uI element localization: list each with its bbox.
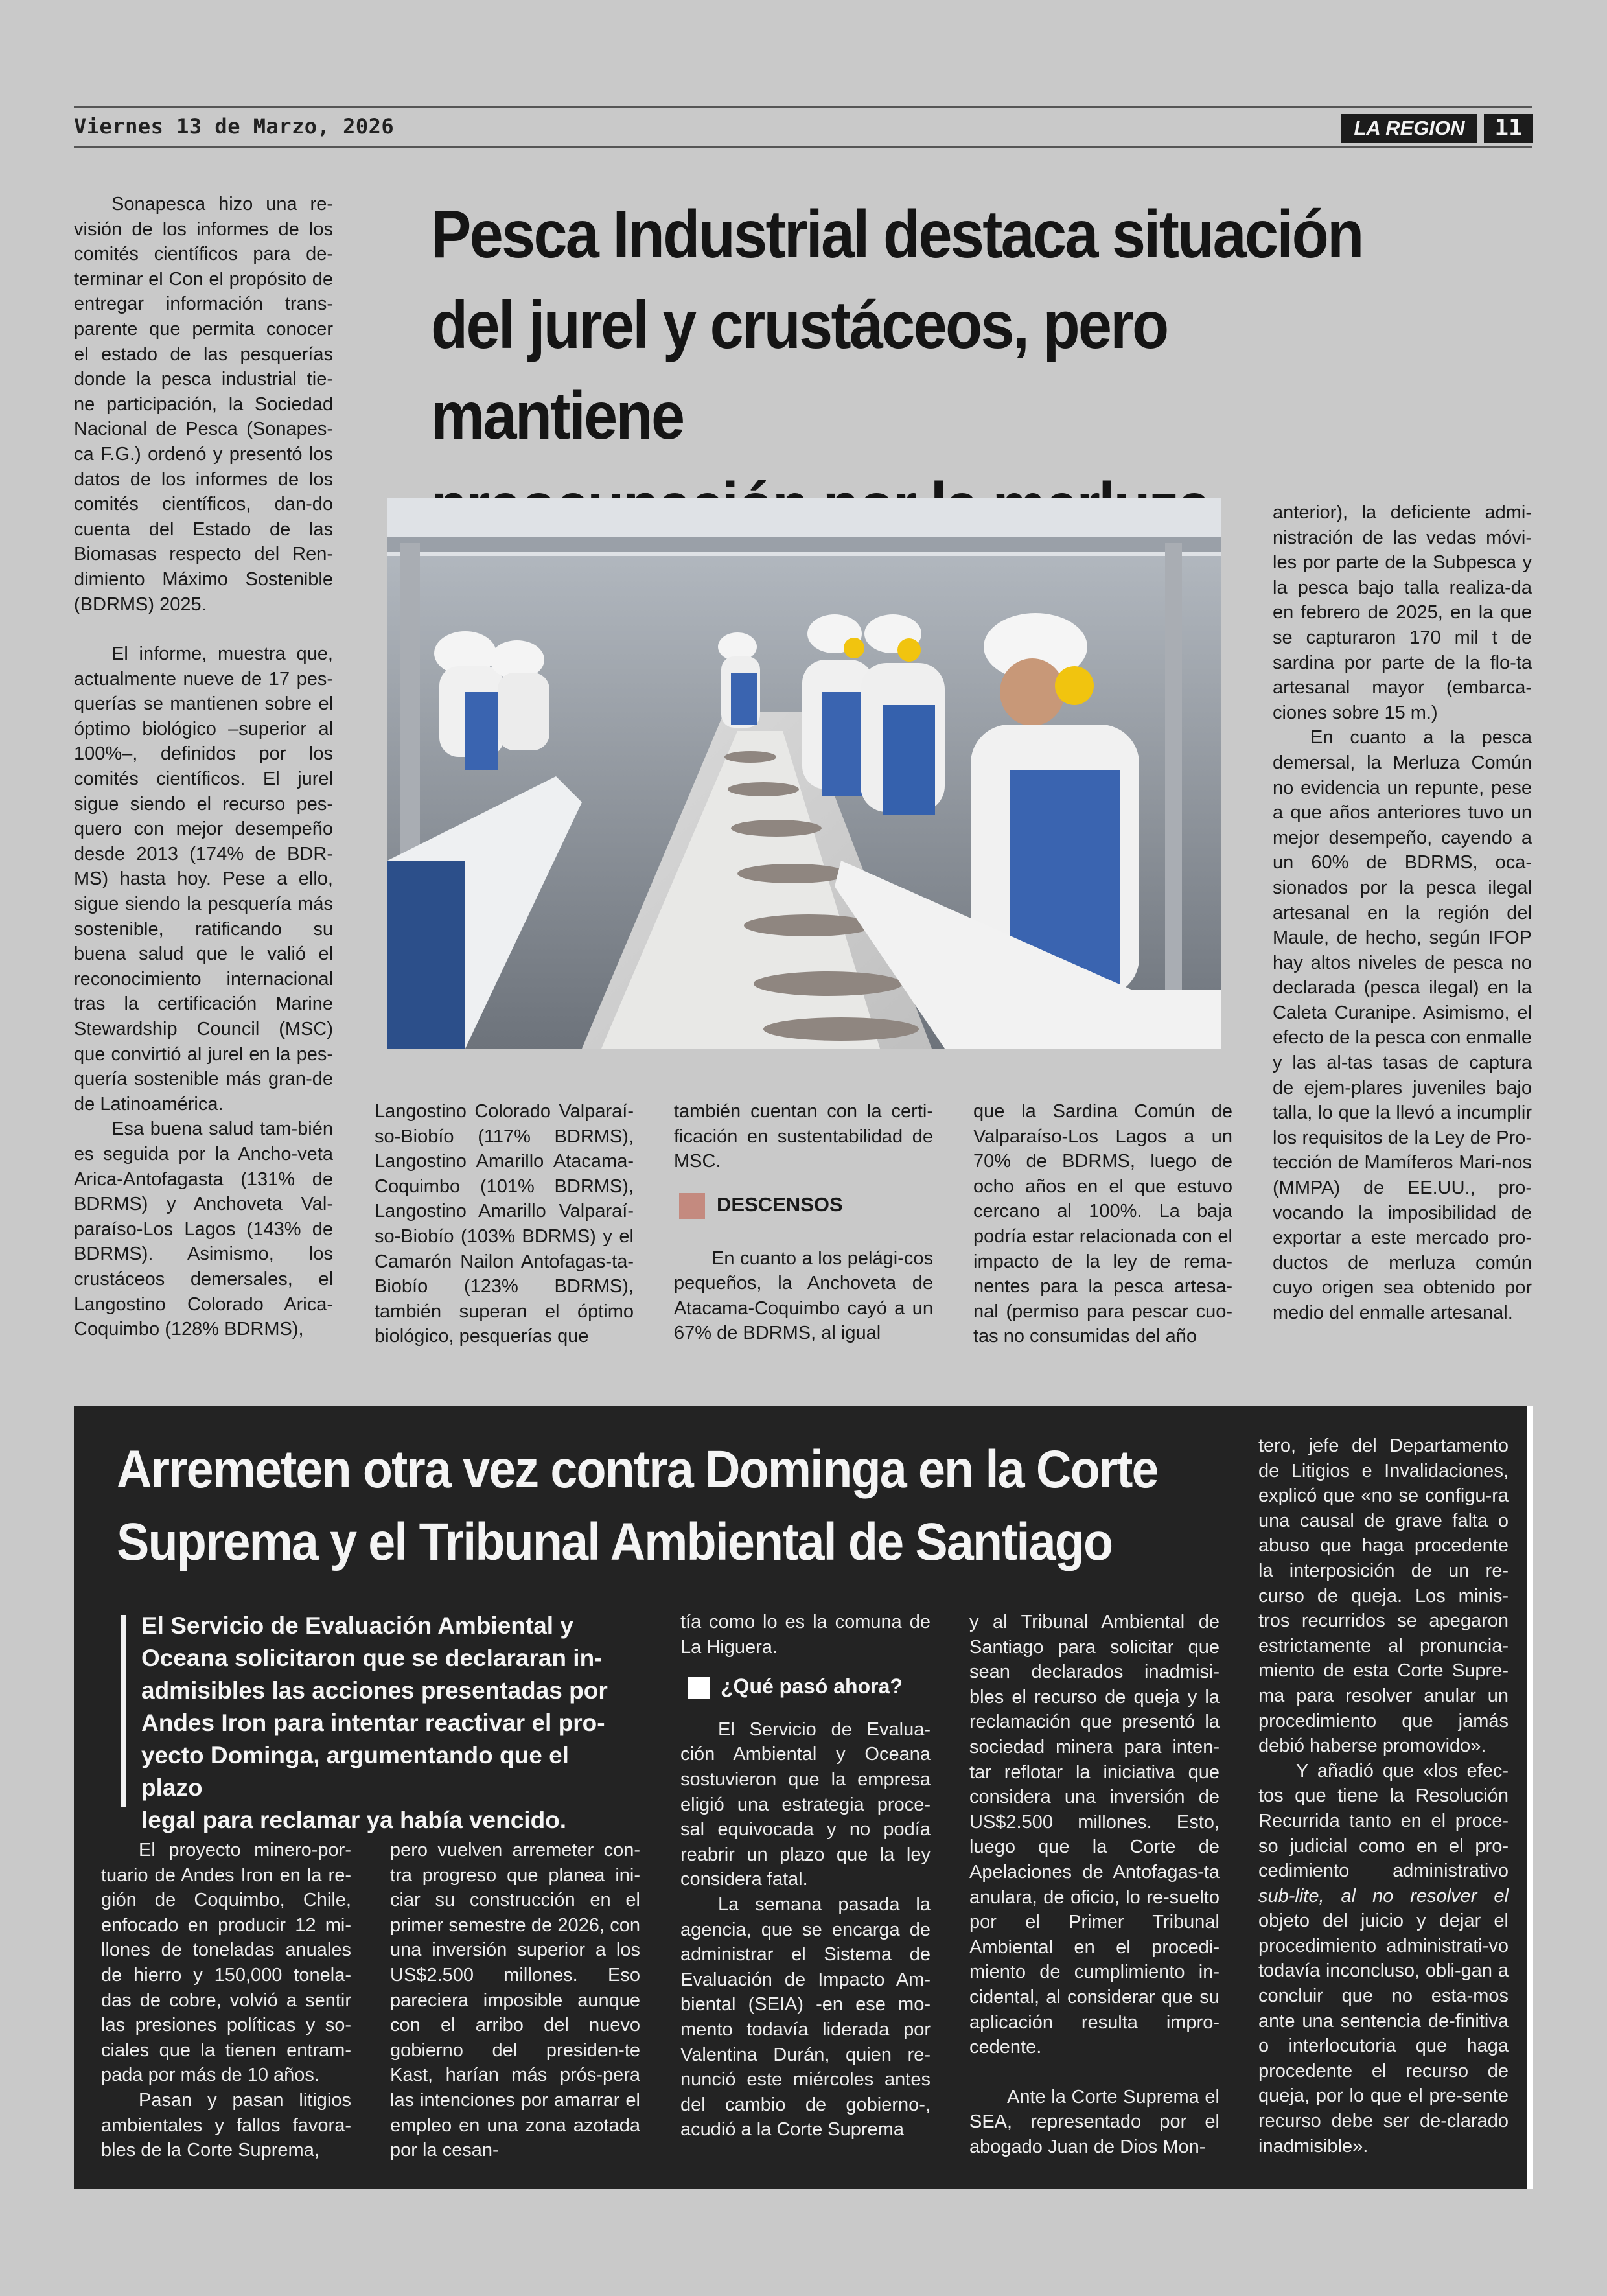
article1-column-3	[674, 1099, 933, 1346]
headline-line: Suprema y el Tribunal Ambiental de Santiago	[117, 1513, 1113, 1571]
article2-column-4	[969, 1610, 1220, 2159]
page-number: 11	[1484, 114, 1533, 143]
lead-bar	[121, 1615, 126, 1807]
article2-column-5	[1258, 1433, 1509, 2159]
paragraph: anterior), la deficiente admi-nistración de las vedas móvi-les por parte de la Subpesca y la pesca bajo talla realiza-da en febrero de 2025, en la que se capturaron 170 mil t de sardina por parte de la flo-ta artesanal mayor (embarca-ciones sobre 15 m.)	[1273, 502, 1532, 723]
headline-line: Arremeten otra vez contra Dominga en la Corte	[117, 1440, 1158, 1499]
paragraph: y al Tribunal Ambiental de Santiago para solicitar que sean declarados inadmisi-bles el recurso de queja y la reclamación que presentó la sociedad minera para inten-tar reflotar la iniciativa que considera una inversión de US$2.500 millones. Esto, luego que la Corte de Apelaciones de Antofagas-ta anulara, de oficio, lo re-suelto por el Primer Tribunal Ambiental en el procedi-miento de cumplimiento in-cidental, al considerar que su aplicación resulta impro-cedente.	[969, 1612, 1220, 2058]
paragraph: En cuanto a la pesca demersal, la Merluza Común no evidencia un repunte, pese a que años anteriores tuvo un mejor desempeño, cayendo a un 60% de BDRMS, oca-sionados por la pesca ilegal artesanal en la región del Maule, de hecho, según IFOP hay altos niveles de pesca no declarada (pesca ilegal) en la Caleta Curanipe. Asimismo, el efecto de la pesca con enmalle y las al-tas tasas de captura de ejem-plares juveniles bajo talla, lo que la llevó a incumplir los requisitos de la Ley de Pro-tección de Mamíferos Mari-nos (MMPA) de EE.UU., pro-vocando la imposibilidad de exportar a este mercado pro-ductos de merluza común cuyo origen sea obtenido por medio del enmalle artesanal.	[1273, 727, 1532, 1323]
paragraph: Y añadió que «los efec-tos que tiene la Resolución Recurrida tanto en el proce-so judicial como en el pro-cedimiento administrativo sub-lite, al no resolver el objeto del juicio y dejar el procedimiento administrati-vo todavía inconcluso, obli-gan a concluir que no esta-mos ante una sentencia de-finitiva o interlocutoria que haga procedente el recurso de queja, por lo que el pre-sente recurso debe ser de-clarado inadmisible».	[1258, 1760, 1509, 2157]
paragraph: que la Sardina Común de Valparaíso-Los Lagos a un 70% de BDRMS, luego de ocho años en el que estuvo cercano al 100%. La baja podría estar relacionada con el impacto de la ley de rema-nentes para la pesca artesa-nal (permiso para pescar cuo-tas no consumidas del año	[973, 1101, 1232, 1347]
article1-column-4	[973, 1099, 1232, 1349]
paragraph: En cuanto a los pelági-cos pequeños, la Anchoveta de Atacama-Coquimbo cayó a un 67% de BDRMS, al igual	[674, 1247, 933, 1344]
edition-date: Viernes 13 de Marzo, 2026	[74, 114, 395, 139]
paragraph: El Servicio de Evalua-ción Ambiental y Oceana sostuvieron que la empresa eligió una estrategia proce-sal equivocada y no podía reabrir un plazo que la ley considera fatal.	[680, 1719, 931, 1890]
article2-lead: El Servicio de Evaluación Ambiental y Oceana solicitaron que se declararan in- admisibles las acciones presentadas por Andes Iron para intentar reactivar el pro- yecto Dominga, argumentando que el plazo legal para reclamar ya había vencido.	[141, 1612, 608, 1833]
paragraph: pero vuelven arremeter con-tra progreso que planea ini-ciar su construcción en el primer semestre de 2026, con una inversión superior a los US$2.500 millones. Eso pareciera imposible aunque con el arribo del nuevo gobierno del presiden-te Kast, harían más prós-pera las intenciones por amarrar el empleo en una zona azotada por la cesan-	[390, 1840, 640, 2161]
photo-illustration	[387, 498, 1221, 1049]
paragraph: Ante la Corte Suprema el SEA, representado por el abogado Juan de Dios Mon-	[969, 2086, 1220, 2157]
article2-column-2	[390, 1838, 640, 2163]
paragraph: tero, jefe del Departamento de Litigios e Invalidaciones, explicó que «no se configu-ra una causal de grave falta o abuso que haga procedente la interposición de un re-curso de queja. Los minis-tros recurridos se apegaron estrictamente al pronuncia-miento de esta Corte Supre-ma para resolver anular un procedimiento que jamás debió haberse promovido».	[1258, 1435, 1509, 1757]
paragraph: El proyecto minero-por-tuario de Andes Iron en la re-gión de Coquimbo, Chile, enfocado en producir 12 mi-llones de toneladas anuales de hierro y 150,000 tonela-das de cobre, volvió a sentir las presiones políticas y so-ciales que la tienen entram-pada por más de 10 años.	[101, 1840, 351, 2086]
article2-column-1	[101, 1838, 351, 2163]
headline-line: Pesca Industrial destaca situación	[431, 197, 1363, 272]
paragraph: también cuentan con la certi-ficación en sustentabilidad de MSC.	[674, 1101, 933, 1172]
article2-headline	[117, 1433, 1166, 1579]
paragraph: El informe, muestra que, actualmente nueve de 17 pes-querías se mantienen sobre el óptimo biológico –superior al 100%–, definidos por los comités científicos. El jurel sigue siendo el recurso pes-quero con mejor desempeño desde 2013 (174% de BDR-MS) hasta hoy. Pese a ello, sigue siendo la pesquería más sostenible, ratificando su buena salud que le valió el reconocimiento internacional tras la certificación Marine Stewardship Council (MSC) que convirtió al jurel en la pes-quería sostenible más gran-de de Latinoamérica.	[74, 644, 334, 1115]
section-que-paso: ¿Qué pasó ahora?	[688, 1674, 931, 1699]
article2-column-3	[680, 1610, 931, 2142]
section-marker	[688, 1677, 710, 1699]
newspaper-brand: LA REGION	[1341, 114, 1477, 143]
fish-processing-photo	[387, 498, 1221, 1049]
header-top-rule	[74, 106, 1532, 108]
paragraph: Langostino Colorado Valparaí-so-Biobío (117% BDRMS), Langostino Amarillo Atacama-Coquimbo (101% BDRMS), Langostino Amarillo Valparaí-so-Biobío (103% BDRMS) y el Camarón Nailon Antofagas-ta-Biobío (123% BDRMS), también superan el óptimo biológico, pesquerías que	[375, 1101, 634, 1347]
section-descensos: DESCENSOS	[679, 1192, 933, 1219]
paragraph: Pasan y pasan litigios ambientales y fallos favora-bles de la Corte Suprema,	[101, 2089, 351, 2161]
section-marker	[679, 1193, 705, 1219]
header-bottom-rule	[74, 146, 1532, 148]
paragraph: tía como lo es la comuna de La Higuera.	[680, 1612, 931, 1658]
paragraph: Sonapesca hizo una re-visión de los informes de los comités científicos para de-terminar el Con el propósito de entregar información trans-parente que permita conocer el estado de las pesquerías donde la pesca industrial tie-ne participación, la Sociedad Nacional de Pesca (Sonapes-ca F.G.) ordenó y presentó los datos de los informes de los comités científicos, dan-do cuenta del Estado de las Biomasas respecto del Ren-dimiento Máximo Sostenible (BDRMS) 2025.	[74, 194, 334, 615]
article1-column-2	[375, 1099, 634, 1349]
paragraph: Esa buena salud tam-bién es seguida por la Ancho-veta Arica-Antofagasta (131% de BDRMS) y Anchoveta Val-paraíso-Los Lagos (143% de BDRMS). Asimismo, los crustáceos demersales, el Langostino Colorado Arica-Coquimbo (128% BDRMS),	[74, 1119, 333, 1340]
article1-column-5	[1273, 500, 1532, 1326]
headline-line: del jurel y crustáceos, pero mantiene	[431, 288, 1168, 454]
article1-column-1	[74, 192, 333, 1342]
paragraph: La semana pasada la agencia, que se encarga de administrar el Sistema de Evaluación de Impacto Am-biental (SEIA) -en ese mo-mento todavía liderada por Valentina Durán, quien re-nunció este miércoles antes del cambio de gobierno-, acudió a la Corte Suprema	[680, 1894, 931, 2140]
